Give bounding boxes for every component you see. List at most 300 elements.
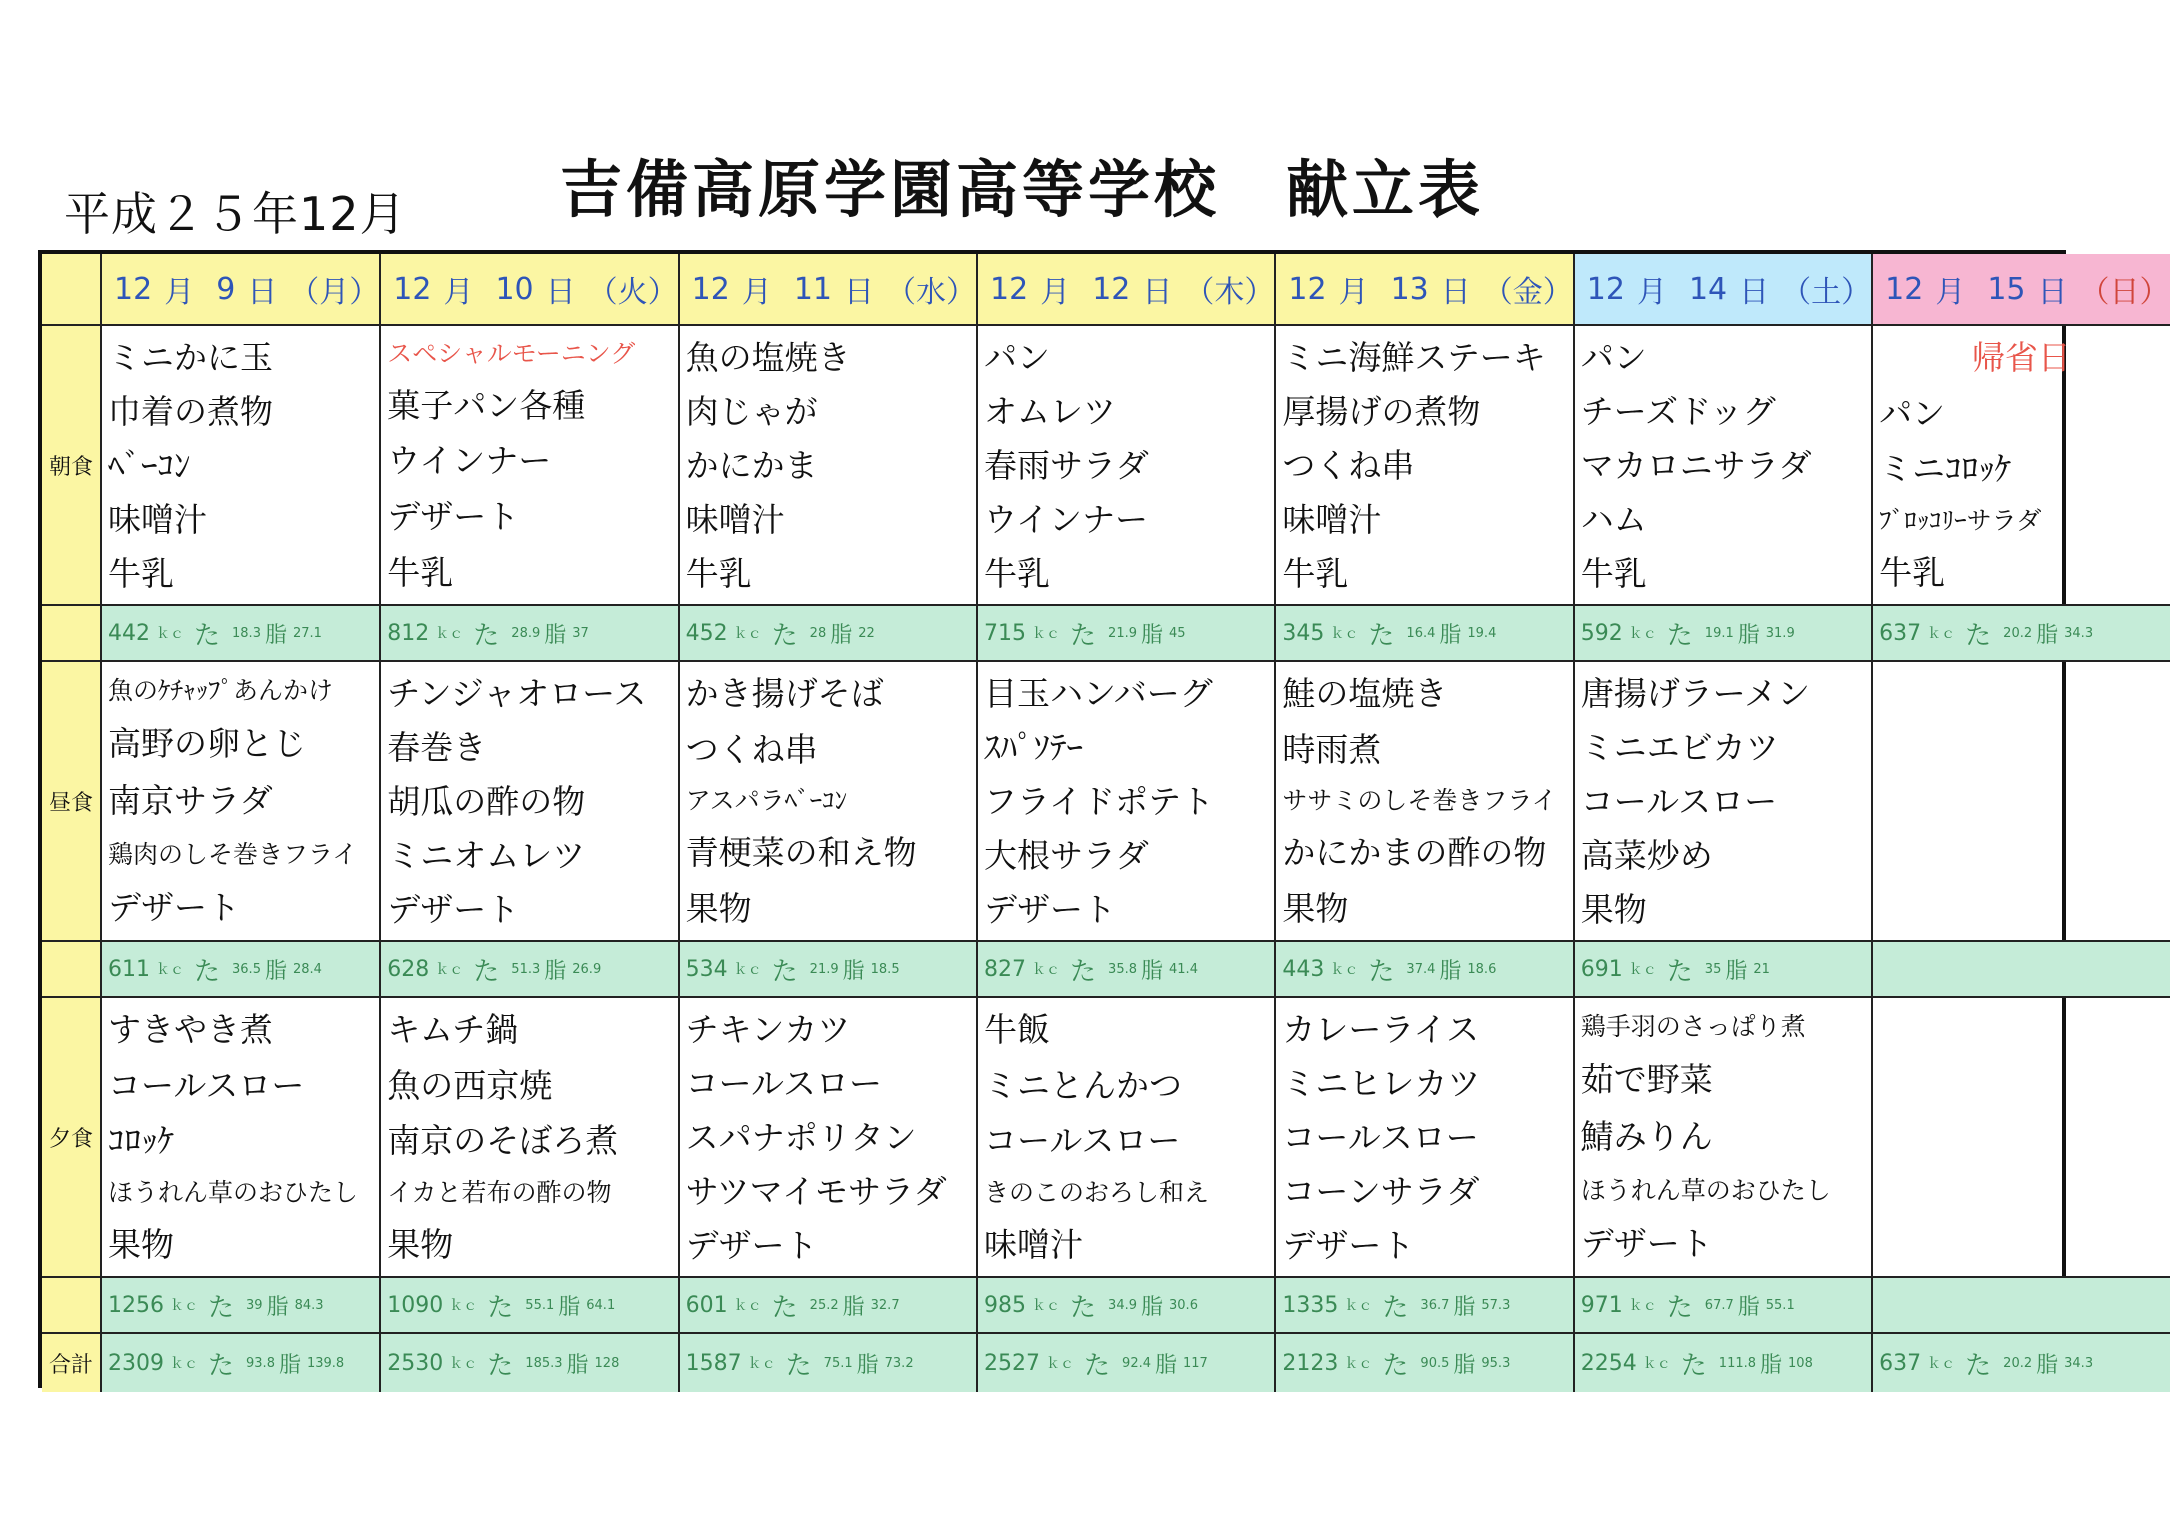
protein-value: 28 <box>809 625 827 641</box>
nutrition-cell <box>1575 1334 1873 1392</box>
menu-item: 厚揚げの煮物 <box>1282 391 1481 431</box>
kcal-unit: ｋｃ <box>1927 1356 1956 1372</box>
kcal-unit: ｋｃ <box>1344 1356 1373 1372</box>
menu-item: ほうれん草のおひたし <box>1580 1175 1831 1205</box>
protein-value: 111.8 <box>1718 1355 1757 1371</box>
menu-item: 果物 <box>685 888 752 928</box>
day-header-dow: （金） <box>1482 275 1573 310</box>
day-header-dow: （木） <box>1184 275 1275 310</box>
protein-unit: た <box>1070 620 1097 651</box>
fat-unit: 脂 <box>544 958 567 984</box>
nutrition-cell <box>1276 606 1574 662</box>
day-header-dlabel: 日 <box>1739 275 1770 310</box>
kcal-unit: ｋｃ <box>1032 1298 1061 1314</box>
fat-unit: 脂 <box>842 1294 865 1320</box>
menu-item: 高菜炒め <box>1580 835 1713 875</box>
nutrition-cell <box>381 1278 679 1334</box>
nutrition-cell <box>102 606 381 662</box>
kcal-unit: ｋｃ <box>733 962 762 978</box>
day-header <box>381 254 679 326</box>
menu-item: ササミのしそ巻きフライ <box>1282 786 1557 816</box>
day-header-day: 12 <box>1092 271 1131 307</box>
day-header <box>978 254 1276 326</box>
day-header-day: 11 <box>793 271 833 307</box>
fat-unit: 脂 <box>566 1352 589 1378</box>
menu-item: ミニとんかつ <box>984 1065 1183 1105</box>
nutrition-cell <box>1873 606 2169 662</box>
day-header-day: 14 <box>1688 271 1728 307</box>
kcal-unit: ｋｃ <box>733 1298 762 1314</box>
menu-item: サツマイモサラダ <box>685 1171 947 1211</box>
nutrition-cell <box>1873 942 2169 998</box>
menu-item: 青梗菜の和え物 <box>685 833 917 873</box>
protein-value: 35 <box>1704 961 1722 977</box>
corner-cell <box>42 254 102 326</box>
protein-value: 25.2 <box>809 1297 839 1313</box>
menu-item: 南京サラダ <box>108 781 273 821</box>
menu-item: 鮭の塩焼き <box>1282 674 1448 714</box>
menu-item: デザート <box>685 1225 818 1265</box>
protein-unit: た <box>473 956 500 987</box>
protein-unit: た <box>1382 1350 1409 1381</box>
day-header-mlabel: 月 <box>443 275 474 310</box>
day-header-month: 12 <box>1885 271 1924 307</box>
kcal-unit: ｋｃ <box>449 1356 478 1372</box>
kcal-value: 2254 <box>1580 1350 1637 1376</box>
menu-item: 魚のｹﾁｬｯﾌﾟあんかけ <box>108 676 334 706</box>
day-header-dow: （火） <box>587 275 678 310</box>
protein-unit: た <box>1666 1292 1693 1323</box>
day-header-day: 10 <box>495 271 534 307</box>
kcal-value: 452 <box>685 620 728 646</box>
menu-item: コールスロー <box>1282 1117 1479 1157</box>
menu-item: 牛乳 <box>984 553 1051 593</box>
fat-value: 84.3 <box>294 1297 324 1313</box>
menu-item: ミニ海鮮ステーキ <box>1282 337 1546 377</box>
fat-unit: 脂 <box>1453 1294 1476 1320</box>
kcal-value: 637 <box>1879 1350 1922 1376</box>
kcal-value: 1335 <box>1282 1292 1339 1318</box>
kcal-value: 1587 <box>685 1350 742 1376</box>
menu-item: 菓子パン各種 <box>387 385 586 425</box>
menu-table <box>38 250 2170 1388</box>
fat-value: 128 <box>594 1355 620 1371</box>
breakfast-cell <box>1873 326 2169 606</box>
dinner-cell <box>381 998 679 1278</box>
menu-item: 牛乳 <box>1879 552 1946 592</box>
kcal-unit: ｋｃ <box>1344 1298 1373 1314</box>
menu-item: 牛乳 <box>1580 553 1647 593</box>
fat-unit: 脂 <box>842 958 865 984</box>
kcal-value: 2530 <box>387 1350 444 1376</box>
kcal-value: 1256 <box>108 1292 164 1318</box>
fat-value: 32.7 <box>870 1297 900 1313</box>
kcal-unit: ｋｃ <box>1032 962 1061 978</box>
kcal-value: 812 <box>387 620 430 646</box>
breakfast-cell <box>381 326 679 606</box>
day-header-dow: （土） <box>1781 275 1872 310</box>
protein-value: 21.9 <box>1108 625 1137 641</box>
fat-unit: 脂 <box>1141 1294 1164 1320</box>
protein-value: 21.9 <box>809 961 839 977</box>
kcal-unit: ｋｃ <box>1330 962 1359 978</box>
kcal-unit: ｋｃ <box>156 962 184 978</box>
day-header <box>1575 254 1873 326</box>
kcal-value: 985 <box>984 1292 1027 1318</box>
kcal-value: 2123 <box>1282 1350 1339 1376</box>
menu-item: 巾着の煮物 <box>108 391 273 431</box>
dinner-cell <box>1276 998 1574 1278</box>
day-header-day: 9 <box>216 271 236 307</box>
protein-value: 20.2 <box>2003 625 2033 641</box>
dinner-cell <box>978 998 1276 1278</box>
menu-item: かき揚げそば <box>685 674 884 714</box>
kcal-unit: ｋｃ <box>170 1356 198 1372</box>
protein-unit: た <box>1368 620 1395 651</box>
protein-value: 18.3 <box>232 625 261 641</box>
protein-unit: た <box>1666 620 1693 651</box>
nutrition-cell <box>978 1278 1276 1334</box>
day-header <box>680 254 978 326</box>
kcal-value: 443 <box>1282 956 1325 982</box>
menu-item: コーンサラダ <box>1282 1171 1480 1211</box>
dinner-cell <box>680 998 978 1278</box>
month-label: 平成２５年12月 <box>64 187 407 241</box>
menu-item: デザート <box>108 887 240 927</box>
fat-unit: 脂 <box>2036 1352 2059 1378</box>
fat-value: 95.3 <box>1481 1355 1511 1371</box>
fat-value: 28.4 <box>292 961 322 977</box>
kcal-value: 2527 <box>984 1350 1041 1376</box>
protein-value: 16.4 <box>1406 625 1436 641</box>
nutrition-label <box>42 1278 102 1334</box>
dinner-cell <box>102 998 381 1278</box>
fat-unit: 脂 <box>856 1352 879 1378</box>
menu-item: ウインナー <box>984 499 1149 539</box>
menu-item: 味噌汁 <box>108 499 207 539</box>
menu-item: コールスロー <box>108 1065 305 1105</box>
day-header-mlabel: 月 <box>741 275 772 310</box>
kcal-value: 827 <box>984 956 1027 982</box>
fat-value: 117 <box>1183 1355 1208 1371</box>
dinner-label: 夕食 <box>42 998 102 1278</box>
day-header-mlabel: 月 <box>164 275 195 310</box>
menu-item: ミニエビカツ <box>1580 727 1779 767</box>
kcal-value: 611 <box>108 956 150 982</box>
menu-item: デザート <box>387 889 520 929</box>
kcal-unit: ｋｃ <box>156 626 184 642</box>
menu-item: ﾍﾞｰｺﾝ <box>108 445 191 485</box>
day-header-mlabel: 月 <box>1935 275 1966 310</box>
protein-unit: た <box>771 956 798 987</box>
menu-item: デザート <box>387 497 520 537</box>
protein-value: 28.9 <box>511 625 541 641</box>
day-header-mlabel: 月 <box>1636 275 1667 310</box>
page-title: 吉備高原学園高等学校 献立表 <box>560 153 1485 226</box>
menu-item: 魚の西京焼 <box>387 1065 553 1105</box>
menu-item: 南京のそぼろ煮 <box>387 1121 619 1161</box>
menu-item: かにかま <box>685 445 818 485</box>
menu-item: アスパラﾍﾞｰｺﾝ <box>685 786 848 816</box>
menu-item: 目玉ハンバーグ <box>984 673 1213 713</box>
kcal-unit: ｋｃ <box>1628 962 1657 978</box>
protein-unit: た <box>194 956 221 987</box>
lunch-label: 昼食 <box>42 662 102 942</box>
kcal-value: 592 <box>1580 620 1623 646</box>
day-header-month: 12 <box>691 271 730 307</box>
fat-unit: 脂 <box>2036 622 2059 648</box>
nutrition-cell <box>1575 606 1873 662</box>
fat-value: 55.1 <box>1765 1297 1795 1313</box>
menu-item: ﾌﾞﾛｯｺﾘｰサラダ <box>1879 506 2042 536</box>
menu-item: 高野の卵とじ <box>108 724 306 764</box>
menu-item: チーズドッグ <box>1580 391 1776 431</box>
breakfast-cell <box>102 326 381 606</box>
menu-item: 味噌汁 <box>685 499 785 539</box>
fat-unit: 脂 <box>264 622 287 648</box>
protein-unit: た <box>208 1292 235 1323</box>
protein-unit: た <box>771 1292 798 1323</box>
nutrition-cell <box>102 942 381 998</box>
menu-item: ミニヒレカツ <box>1282 1063 1481 1103</box>
nutrition-cell <box>102 1278 381 1334</box>
day-header-dlabel: 日 <box>2037 275 2068 310</box>
day-header-month: 12 <box>990 271 1029 307</box>
menu-item: ｺﾛｯｹ <box>108 1121 174 1161</box>
menu-item: スパナポリタン <box>685 1117 917 1157</box>
kcal-unit: ｋｃ <box>435 626 464 642</box>
day-header-month: 12 <box>114 271 153 307</box>
kcal-value: 715 <box>984 620 1027 646</box>
kcal-unit: ｋｃ <box>1046 1356 1075 1372</box>
menu-item: デザート <box>1580 1223 1713 1263</box>
protein-unit: た <box>785 1350 812 1381</box>
menu-item: ハム <box>1580 499 1647 539</box>
kcal-value: 971 <box>1580 1292 1623 1318</box>
lunch-cell <box>1276 662 1574 942</box>
lunch-cell <box>381 662 679 942</box>
fat-value: 31.9 <box>1765 625 1795 641</box>
menu-item: ミニかに玉 <box>108 337 273 377</box>
kcal-value: 1090 <box>387 1292 444 1318</box>
kcal-unit: ｋｃ <box>1032 626 1061 642</box>
nutrition-cell <box>102 1334 381 1392</box>
fat-value: 26.9 <box>572 961 602 977</box>
menu-item: つくね串 <box>1282 445 1415 485</box>
nutrition-cell <box>680 1278 978 1334</box>
menu-item: チキンカツ <box>685 1009 851 1049</box>
fat-value: 139.8 <box>306 1355 345 1371</box>
menu-item: デザート <box>1282 1225 1415 1265</box>
kcal-value: 691 <box>1580 956 1623 982</box>
protein-unit: た <box>771 620 798 651</box>
fat-value: 19.4 <box>1467 625 1497 641</box>
menu-item: カレーライス <box>1282 1009 1480 1049</box>
day-header-dow: （日） <box>2079 275 2170 310</box>
fat-value: 18.5 <box>870 961 900 977</box>
protein-value: 36.5 <box>232 961 261 977</box>
nutrition-cell <box>978 1334 1276 1392</box>
menu-item: ミニｺﾛｯｹ <box>1879 449 2012 489</box>
menu-item: パン <box>984 337 1051 377</box>
menu-item: 春巻き <box>387 727 487 767</box>
fat-value: 108 <box>1788 1355 1813 1371</box>
menu-item: ウインナー <box>387 441 552 481</box>
fat-unit: 脂 <box>1439 622 1462 648</box>
menu-item: 帰省日 <box>1971 338 2071 378</box>
breakfast-cell <box>1276 326 1574 606</box>
protein-value: 20.2 <box>2003 1355 2033 1371</box>
fat-value: 73.2 <box>884 1355 914 1371</box>
menu-item: 果物 <box>1282 888 1349 928</box>
menu-item: 胡瓜の酢の物 <box>387 781 586 821</box>
menu-item: パン <box>1879 393 1946 433</box>
lunch-cell <box>102 662 381 942</box>
menu-item: 牛乳 <box>1282 553 1349 593</box>
fat-unit: 脂 <box>278 1352 301 1378</box>
menu-item: 牛乳 <box>685 553 752 593</box>
day-header-dlabel: 日 <box>844 275 875 310</box>
fat-unit: 脂 <box>1737 1294 1760 1320</box>
kcal-value: 345 <box>1282 620 1325 646</box>
menu-item: スペシャルモーニング <box>387 339 636 369</box>
menu-item: 味噌汁 <box>1282 499 1382 539</box>
nutrition-cell <box>680 606 978 662</box>
fat-unit: 脂 <box>1141 958 1164 984</box>
fat-unit: 脂 <box>1760 1352 1783 1378</box>
nutrition-cell <box>680 1334 978 1392</box>
menu-item: 魚の塩焼き <box>685 337 851 377</box>
menu-item: ミニオムレツ <box>387 835 586 875</box>
protein-unit: た <box>1084 1350 1111 1381</box>
fat-unit: 脂 <box>1155 1352 1178 1378</box>
menu-item: キムチ鍋 <box>387 1010 519 1050</box>
protein-value: 55.1 <box>525 1297 555 1313</box>
nutrition-cell <box>680 942 978 998</box>
fat-value: 57.3 <box>1481 1297 1511 1313</box>
nutrition-cell <box>978 606 1276 662</box>
day-header-day: 13 <box>1390 271 1429 307</box>
day-header-day: 15 <box>1987 271 2026 307</box>
kcal-unit: ｋｃ <box>435 962 464 978</box>
menu-item: 肉じゃが <box>685 391 818 431</box>
fat-value: 34.3 <box>2064 625 2094 641</box>
menu-item: 鯖みりん <box>1580 1117 1713 1157</box>
protein-unit: た <box>1680 1350 1707 1381</box>
day-header-month: 12 <box>393 271 432 307</box>
protein-value: 75.1 <box>823 1355 853 1371</box>
protein-value: 34.9 <box>1108 1297 1137 1313</box>
protein-value: 35.8 <box>1108 961 1137 977</box>
fat-unit: 脂 <box>558 1294 581 1320</box>
fat-unit: 脂 <box>1141 622 1164 648</box>
fat-value: 22 <box>858 625 875 641</box>
fat-value: 30.6 <box>1169 1297 1198 1313</box>
breakfast-label: 朝食 <box>42 326 102 606</box>
kcal-unit: ｋｃ <box>1330 626 1359 642</box>
nutrition-label: 合計 <box>42 1334 102 1392</box>
protein-value: 185.3 <box>525 1355 563 1371</box>
protein-value: 36.7 <box>1420 1297 1450 1313</box>
nutrition-cell <box>1575 1278 1873 1334</box>
fat-value: 45 <box>1169 625 1186 641</box>
breakfast-cell <box>978 326 1276 606</box>
kcal-unit: ｋｃ <box>733 626 762 642</box>
kcal-value: 2309 <box>108 1350 164 1376</box>
day-header-mlabel: 月 <box>1338 275 1369 310</box>
dinner-cell <box>1873 998 2169 1278</box>
protein-unit: た <box>1070 956 1097 987</box>
kcal-value: 601 <box>685 1292 728 1318</box>
nutrition-cell <box>381 606 679 662</box>
protein-unit: た <box>487 1292 514 1323</box>
day-header-dlabel: 日 <box>1440 275 1471 310</box>
day-header-dlabel: 日 <box>247 275 278 310</box>
fat-value: 64.1 <box>586 1297 616 1313</box>
day-header <box>1873 254 2169 326</box>
fat-value: 18.6 <box>1467 961 1497 977</box>
menu-item: 茹で野菜 <box>1580 1060 1713 1100</box>
protein-unit: た <box>1070 1292 1097 1323</box>
protein-unit: た <box>208 1350 235 1381</box>
protein-unit: た <box>473 620 500 651</box>
protein-value: 39 <box>246 1297 263 1313</box>
kcal-unit: ｋｃ <box>1642 1356 1671 1372</box>
nutrition-cell <box>1276 942 1574 998</box>
day-header-mlabel: 月 <box>1040 275 1071 310</box>
lunch-cell <box>1575 662 1873 942</box>
lunch-cell <box>680 662 978 942</box>
fat-unit: 脂 <box>1453 1352 1476 1378</box>
menu-item: マカロニサラダ <box>1580 445 1812 485</box>
fat-unit: 脂 <box>544 622 567 648</box>
menu-item: 果物 <box>108 1224 174 1264</box>
day-header-dlabel: 日 <box>545 275 576 310</box>
menu-item: ほうれん草のおひたし <box>108 1178 359 1208</box>
menu-item: 大根サラダ <box>984 835 1149 875</box>
day-header <box>1276 254 1574 326</box>
dinner-cell <box>1575 998 1873 1278</box>
breakfast-cell <box>1575 326 1873 606</box>
fat-value: 27.1 <box>292 625 322 641</box>
nutrition-label <box>42 942 102 998</box>
nutrition-cell <box>978 942 1276 998</box>
menu-item: パン <box>1580 337 1647 377</box>
nutrition-label <box>42 606 102 662</box>
menu-item: オムレツ <box>984 391 1117 431</box>
fat-unit: 脂 <box>266 1294 289 1320</box>
protein-value: 37.4 <box>1406 961 1436 977</box>
kcal-value: 534 <box>685 956 728 982</box>
menu-item: コールスロー <box>1580 781 1778 821</box>
protein-unit: た <box>1382 1292 1409 1323</box>
menu-item: 果物 <box>387 1224 454 1264</box>
kcal-unit: ｋｃ <box>1628 1298 1657 1314</box>
menu-item: 春雨サラダ <box>984 445 1149 485</box>
protein-value: 93.8 <box>246 1355 275 1371</box>
day-header-month: 12 <box>1586 271 1625 307</box>
day-header-dow: （水） <box>886 275 977 310</box>
menu-item: デザート <box>984 889 1117 929</box>
nutrition-cell <box>1276 1334 1574 1392</box>
menu-item: きのこのおろし和え <box>984 1178 1210 1208</box>
menu-item: 唐揚げラーメン <box>1580 673 1811 713</box>
menu-item: フライドポテト <box>984 781 1215 821</box>
menu-item: 味噌汁 <box>984 1224 1084 1264</box>
menu-item: すきやき煮 <box>108 1010 273 1050</box>
kcal-value: 637 <box>1879 620 1922 646</box>
menu-item: 牛飯 <box>984 1010 1051 1050</box>
